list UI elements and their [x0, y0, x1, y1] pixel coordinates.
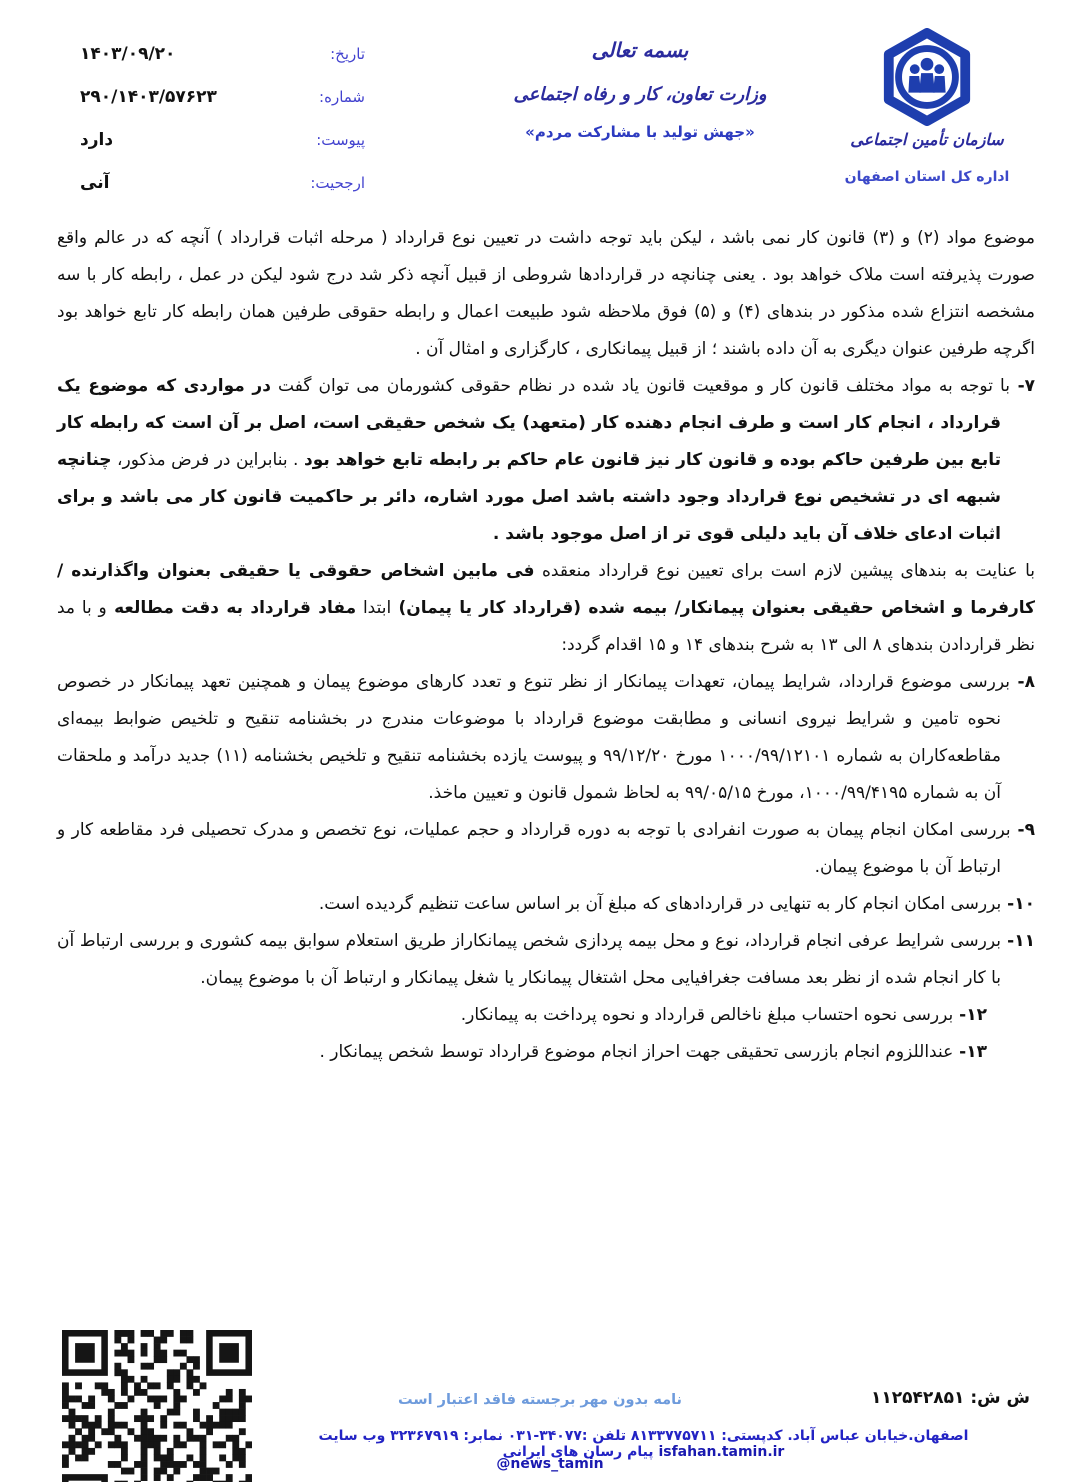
- item-number: ۱۰-: [1001, 894, 1035, 914]
- item-number: ۸-: [1009, 672, 1035, 692]
- item-number: ۹-: [1010, 820, 1035, 840]
- item-number: ۷-: [1009, 376, 1036, 396]
- year-slogan: «جهش تولید با مشارکت مردم»: [525, 123, 755, 141]
- item-number: ۱۲-: [953, 1005, 987, 1025]
- paragraph: ۹- بررسی امکان انجام پیمان به صورت انفرادی با توجه به دوره قرارداد و حجم عملیات، نوع تخصص و مدرک تحصیلی فرد مقاطعه کار و ارتباط آن با موضوع پیمان.: [57, 820, 1035, 877]
- priority-row: [80, 173, 365, 201]
- contact-address-phone: اصفهان.خیابان عباس آباد. کدپستی: ۸۱۳۳۷۷۵۷۱۱ تلفن :۳۴۰۷۷-۰۳۱ نمابر: ۳۲۳۶۷۹۱۹ وب سایت: [318, 1428, 969, 1444]
- item-number: ۱۳-: [953, 1042, 987, 1062]
- number-value: ۲۹۰/۱۴۰۳/۵۷۶۲۳: [80, 87, 217, 107]
- website-text: isfahan.tamin.ir: [658, 1444, 785, 1460]
- tamin-social-security-logo-icon: [878, 28, 976, 126]
- ministry-name: وزارت تعاون، کار و رفاه اجتماعی: [513, 84, 767, 105]
- social-handle: @news_tamin: [496, 1456, 604, 1472]
- document-body: [57, 220, 1035, 1071]
- paragraph: با عنایت به بندهای پیشین لازم است برای تعیین نوع قرارداد منعقده فی مابین اشخاص حقوقی یا حقیقی بعنوان واگذارنده / کارفرما و اشخاص حقیقی بعنوان پیمانکار/ بیمه شده (قرارداد کار یا پیمان) ابتدا مفاد قرارداد به دقت مطالعه و با مد نظر قراردادن بندهای ۸ الی ۱۳ به شرح بندهای ۱۴ و ۱۵ اقدام گردد:: [57, 561, 1036, 655]
- qr-code: [62, 1330, 252, 1482]
- paragraph: ۱۱- بررسی شرایط عرفی انجام قرارداد، نوع و محل بیمه پردازی شخص پیمانکاراز طریق استعلام سوابق بیمه کشوری و بررسی ارتباط آن با کار انجام شده از نظر بعد مسافت جغرافیایی محل اشتغال پیمانکار یا شغل پیمانکار و ارتباط آن با موضوع پیمان.: [57, 931, 1035, 988]
- org-logo-block: [812, 28, 1042, 185]
- paragraph: ۷- با توجه به مواد مختلف قانون کار و موقعیت قانون یاد شده در نظام حقوقی کشورمان می توان گفت در مواردی که موضوع یک قرارداد ، انجام کار است و طرف انجام دهنده کار (متعهد) یک شخص حقیقی است، اصل بر آن است که رابطه کار تابع بین طرفین حاکم بوده و قانون کار نیز قانون عام حاکم بر رابطه تابع خواهد بود . بنابراین در فرض مذکور، چنانچه شبهه ای در تشخیص نوع قرارداد وجود داشته باشد اصل مورد اشاره، دائر بر حاکمیت قانون کار می باشد و برای اثبات ادعای خلاف آن باید دلیلی قوی تر از اصل موجود باشد .: [57, 376, 1036, 544]
- number-label: شماره:: [319, 88, 365, 106]
- attachment-row: [80, 130, 365, 158]
- attachment-value: دارد: [80, 130, 114, 150]
- item-number: ۱۱-: [1000, 931, 1035, 951]
- priority-value: آنی: [80, 173, 110, 193]
- stamp-validity-note: نامه بدون مهر برجسته فاقد اعتبار است: [397, 1392, 682, 1408]
- priority-label: ارجحیت:: [310, 174, 365, 192]
- letter-meta-fields: [80, 44, 365, 216]
- date-row: [80, 44, 365, 72]
- paragraph: موضوع مواد (۲) و (۳) قانون کار نمی باشد ، لیکن باید توجه داشت در تعیین نوع قرارداد ( مرحله اثبات قرارداد ) آنچه که در عالم واقع صورت پذیرفته است ملاک خواهد بود . یعنی چنانچه در قراردادها شروطی از قبیل آنچه ذکر شد درج شود لیکن در عمل ، رابطه کار با سه مشخصه انتزاع شده مذکور در بندهای (۴) و (۵) فوق ملاحظه شود طبیعت اعمال و رابطه حقوقی طرفین همان رابطه کار تابع خواهد بود اگرچه طرفین عنوان دیگری به آن داده باشند ؛ از قبیل پیمانکاری ، کارگزاری و امثال آن .: [57, 228, 1035, 359]
- paragraph: ۱۲- بررسی نحوه احتساب مبلغ ناخالص قرارداد و نحوه پرداخت به پیمانکار.: [460, 1005, 987, 1025]
- org-name: سازمان تأمین اجتماعی: [850, 130, 1004, 149]
- date-value: ۱۴۰۳/۰۹/۲۰: [80, 44, 176, 64]
- bismillah-text: بسمه تعالی: [591, 38, 689, 62]
- paragraph: ۱۳- عنداللزوم انجام بازرسی تحقیقی جهت احراز انجام موضوع قرارداد توسط شخص پیمانکار .: [319, 1042, 987, 1062]
- number-row: [80, 87, 365, 115]
- serial-number: ش ش: ۱۱۲۵۴۲۸۵۱: [871, 1388, 1030, 1408]
- attachment-label: پیوست:: [316, 131, 365, 149]
- contact-messengers: پیام رسان های ایرانی: [502, 1444, 659, 1460]
- header-center-block: [500, 38, 780, 141]
- paragraph: ۸- بررسی موضوع قرارداد، شرایط پیمان، تعهدات پیمانکار از نظر تنوع و تعدد کارهای موضوع پیمان و همچنین تعهد پیمانکار در خصوص نحوه تامین و شرایط نیروی انسانی و مطابقت موضوع قرارداد با موضوعات مندرج در بخشنامه تنقیح و تلخیص ضوابط بیمه‌ای مقاطعه‌کاران به شماره ۱۰۰۰/۹۹/۱۲۱۰۱ مورخ ۹۹/۱۲/۲۰ و پیوست یازده بخشنامه تنقیح و تلخیص بخشنامه (۱۱) جدید درآمد و ملحقات آن به شماره ۱۰۰۰/۹۹/۴۱۹۵، مورخ ۹۹/۰۵/۱۵ به لحاظ شمول قانون و تعیین ماخذ.: [57, 672, 1035, 803]
- date-label: تاریخ:: [330, 45, 365, 63]
- paragraph: ۱۰- بررسی امکان انجام کار به تنهایی در قراردادهای که مبلغ آن بر اساس ساعت تنظیم گردیده است.: [318, 894, 1035, 914]
- org-office: اداره کل استان اصفهان: [844, 169, 1010, 185]
